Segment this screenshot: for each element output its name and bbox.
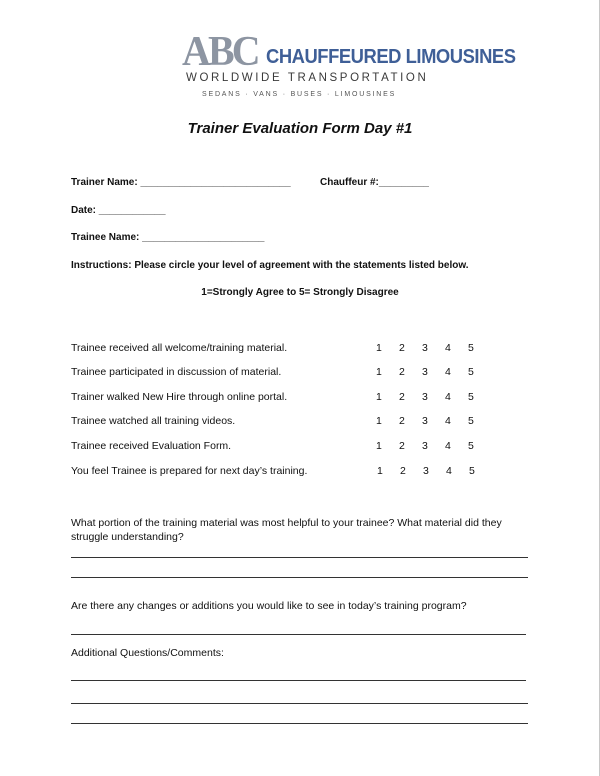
logo-abc: ABC	[182, 29, 258, 75]
logo-subtitle: WORLDWIDE TRANSPORTATION	[186, 72, 429, 84]
rating-scale	[376, 391, 491, 403]
rating-row	[71, 366, 531, 380]
rating-option-1[interactable]: 1	[376, 415, 382, 427]
rating-option-3[interactable]: 3	[422, 366, 428, 378]
rating-option-4[interactable]: 4	[446, 465, 452, 477]
rating-statement: Trainee watched all training videos.	[71, 415, 236, 427]
rating-option-2[interactable]: 2	[399, 415, 405, 427]
rating-option-1[interactable]: 1	[377, 465, 383, 477]
rating-statement: You feel Trainee is prepared for next day’s training.	[71, 465, 308, 477]
rating-option-3[interactable]: 3	[422, 391, 428, 403]
rating-option-1[interactable]: 1	[376, 366, 382, 378]
answer-line[interactable]	[71, 723, 528, 724]
rating-statement: Trainee received all welcome/training material.	[71, 342, 288, 354]
rating-row	[71, 465, 531, 479]
instructions-text: Instructions: Please circle your level of agreement with the statements listed below.	[71, 260, 469, 271]
rating-option-2[interactable]: 2	[400, 465, 406, 477]
rating-option-2[interactable]: 2	[399, 391, 405, 403]
rating-option-2[interactable]: 2	[399, 366, 405, 378]
answer-line[interactable]	[71, 634, 526, 635]
logo-tagline: SEDANS · VANS · BUSES · LIMOUSINES	[202, 91, 397, 98]
rating-scale	[376, 366, 491, 378]
rating-option-5[interactable]: 5	[468, 391, 474, 403]
rating-option-3[interactable]: 3	[422, 342, 428, 354]
answer-line[interactable]	[71, 577, 528, 578]
rating-option-5[interactable]: 5	[469, 465, 475, 477]
chauffeur-number-field[interactable]: Chauffeur #:_________	[320, 177, 429, 188]
rating-option-3[interactable]: 3	[422, 415, 428, 427]
rating-option-3[interactable]: 3	[423, 465, 429, 477]
rating-option-2[interactable]: 2	[399, 440, 405, 452]
question-additional-comments: Additional Questions/Comments:	[71, 647, 224, 659]
rating-option-5[interactable]: 5	[468, 415, 474, 427]
rating-statement: Trainer walked New Hire through online portal.	[71, 391, 288, 403]
logo-wordmark	[182, 29, 516, 75]
rating-option-4[interactable]: 4	[445, 342, 451, 354]
rating-statement: Trainee participated in discussion of material.	[71, 366, 282, 378]
answer-line[interactable]	[71, 680, 526, 681]
answer-line[interactable]	[71, 557, 528, 558]
rating-option-5[interactable]: 5	[468, 366, 474, 378]
rating-option-1[interactable]: 1	[376, 440, 382, 452]
rating-scale	[377, 465, 492, 477]
rating-option-4[interactable]: 4	[445, 415, 451, 427]
company-logo	[182, 29, 516, 98]
rating-option-5[interactable]: 5	[468, 440, 474, 452]
rating-row	[71, 342, 531, 356]
rating-scale	[376, 342, 491, 354]
question-helpful-material: What portion of the training material was most helpful to your trainee? What material did they struggle understanding?	[71, 517, 502, 543]
question-changes: Are there any changes or additions you would like to see in today’s training program?	[71, 600, 467, 612]
rating-option-2[interactable]: 2	[399, 342, 405, 354]
rating-option-5[interactable]: 5	[468, 342, 474, 354]
rating-row	[71, 415, 531, 429]
logo-company-name: CHAUFFEURED LIMOUSINES	[265, 46, 516, 68]
trainee-name-field[interactable]: Trainee Name: ______________________	[71, 232, 265, 243]
scale-legend: 1=Strongly Agree to 5= Strongly Disagree	[201, 287, 399, 298]
rating-option-4[interactable]: 4	[445, 391, 451, 403]
rating-statement: Trainee received Evaluation Form.	[71, 440, 232, 452]
rating-option-1[interactable]: 1	[376, 391, 382, 403]
rating-scale	[376, 440, 491, 452]
answer-line[interactable]	[71, 703, 528, 704]
trainer-name-field[interactable]: Trainer Name: ___________________________	[71, 177, 291, 188]
rating-option-4[interactable]: 4	[445, 366, 451, 378]
rating-scale	[376, 415, 491, 427]
form-title: Trainer Evaluation Form Day #1	[187, 120, 413, 137]
rating-row	[71, 440, 531, 454]
rating-row	[71, 391, 531, 405]
date-field[interactable]: Date: ____________	[71, 205, 166, 216]
rating-option-3[interactable]: 3	[422, 440, 428, 452]
rating-option-4[interactable]: 4	[445, 440, 451, 452]
rating-option-1[interactable]: 1	[376, 342, 382, 354]
